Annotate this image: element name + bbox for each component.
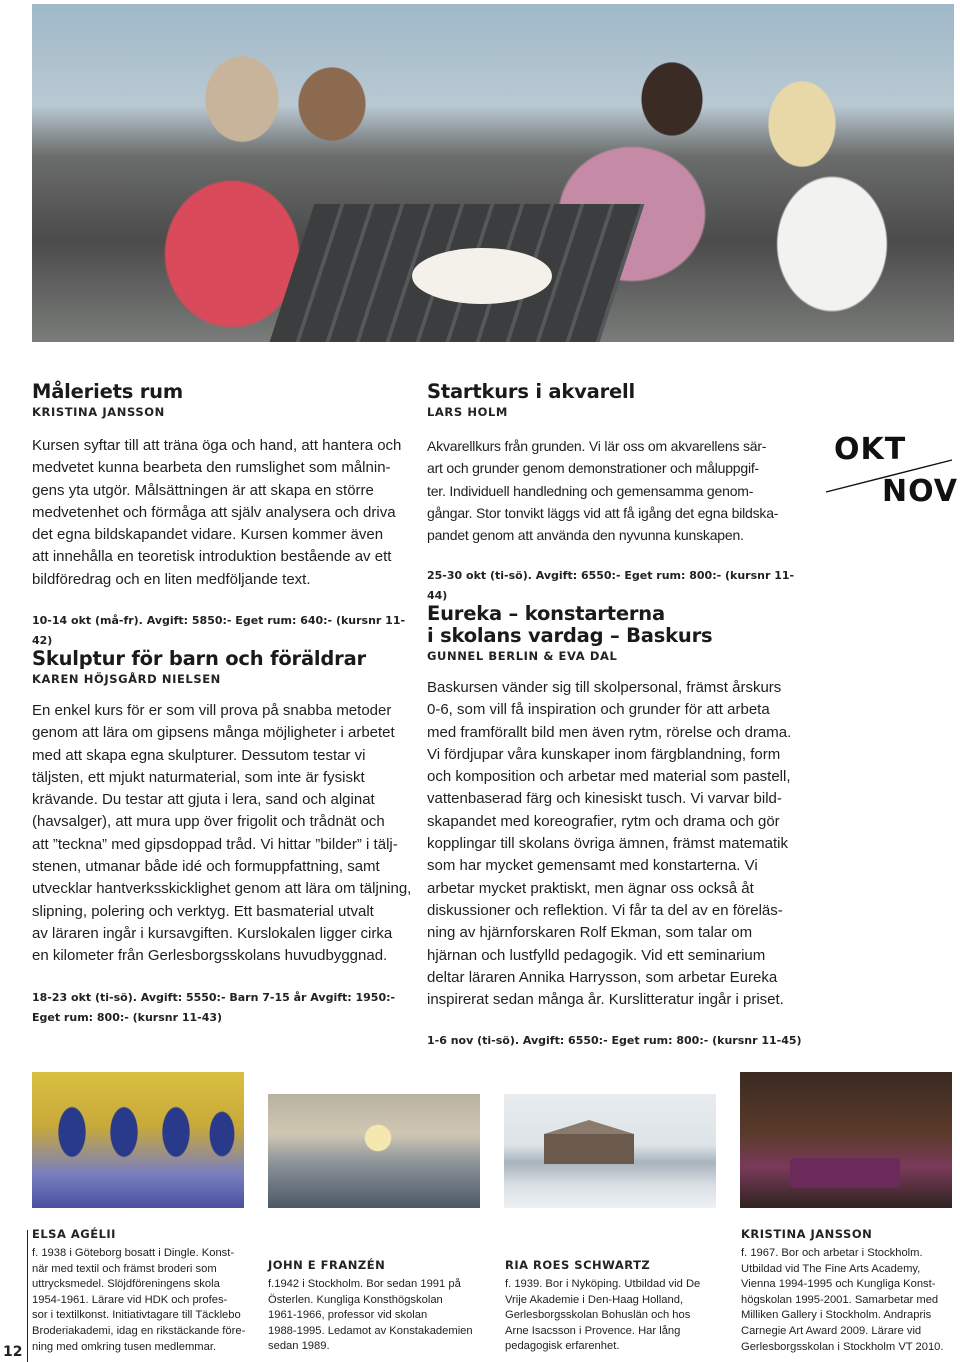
text-line: (havsalger), att mura upp över frigolit och trådnät och xyxy=(32,813,385,831)
text-line: Kursen syftar till att träna öga och hand, att hantera och xyxy=(32,437,402,454)
text-line: som har mycket gemensamt med konstarterna. Vi xyxy=(427,857,758,875)
text-line: skapandet med koreografier, rytm och drama och gör xyxy=(427,812,780,830)
text-line: Gerlesborgsskolan Bohuslän och hos xyxy=(505,1309,691,1322)
artwork-desk-shape xyxy=(790,1158,900,1188)
course-meta: 1-6 nov (ti-sö). Avgift: 6550:- Eget rum: 800:- (kursnr 11-45) xyxy=(427,1034,802,1048)
course-description xyxy=(32,700,412,968)
bio-elsa-agelii xyxy=(32,1227,252,1355)
text-line: hjärnan och lustfylld pedagogik. Vid ett seminarium xyxy=(427,946,766,964)
course-author: LARS HOLM xyxy=(427,405,508,419)
text-line: f. 1967. Bor och arbetar i Stockholm. xyxy=(741,1247,923,1259)
text-line: Vi fördjupar våra kunskaper inom färgblandning, form xyxy=(427,745,781,763)
course-meta: 18-23 okt (ti-sö). Avgift: 5550:- Barn 7-15 år Avgift: 1950:- xyxy=(32,990,396,1004)
text-line: Gerlesborgsskolan i Stockholm VT 2010. xyxy=(741,1340,944,1353)
text-line: med framförallt bild men även rytm, rörelse och drama. xyxy=(427,723,792,741)
text-line: art och grunder genom demonstrationer och måluppgif- xyxy=(427,460,760,477)
text-line: ter. Individuell handledning och gemensamma genom- xyxy=(427,482,754,499)
bio-kristina-jansson xyxy=(741,1227,959,1355)
artwork-roof-shape xyxy=(544,1120,634,1134)
course-description xyxy=(32,435,412,591)
text-line: 0-6, som vill få inspiration och grunder för att arbeta xyxy=(427,701,770,719)
bio-text xyxy=(505,1277,730,1355)
text-line: Vienna 1994-1995 och Kungliga Konst- xyxy=(741,1278,936,1291)
text-line: diskussioner och reflektion. Vi får ta del av en föreläs- xyxy=(427,901,783,919)
course-author: KRISTINA JANSSON xyxy=(32,405,165,419)
text-line: pandet genom att använda den nyvunna kunskapen. xyxy=(427,527,744,544)
text-line: av läraren ingår i kursavgiften. Kurslokalen ligger cirka xyxy=(32,924,393,942)
text-line: Vrije Akademie i Den-Haag Holland, xyxy=(505,1293,684,1306)
course-maleriets-rum xyxy=(32,381,412,651)
text-line: gångar. Stor tonvikt läggs vid att få igång det egna bildska- xyxy=(427,504,779,521)
course-eureka xyxy=(427,603,807,1051)
artwork-image-3 xyxy=(504,1094,716,1208)
text-line: en kilometer från Gerlesborgsskolans huvudbyggnad. xyxy=(32,947,388,965)
text-line: när med textil och främst broderi som xyxy=(32,1262,217,1275)
course-meta: 10-14 okt (må-fr). Avgift: 5850:- Eget rum: 640:- (kursnr 11-42) xyxy=(32,614,406,648)
text-line: stenen, utmanar både idé och formuppfattning, samt xyxy=(32,858,380,876)
course-description xyxy=(427,435,807,546)
bio-name: JOHN E FRANZÉN xyxy=(268,1258,386,1272)
text-line: f. 1939. Bor i Nyköping. Utbildad vid De xyxy=(505,1278,701,1290)
text-line: Österlen. Kungliga Konsthögskolan xyxy=(268,1293,443,1306)
text-line: med att skapa egna skulpturer. Dessutom testar vi xyxy=(32,746,366,764)
bio-name: ELSA AGÉLII xyxy=(32,1227,116,1241)
text-line: medvetenhet och förmåga att själv analysera och driva xyxy=(32,503,396,521)
bio-name: RIA ROES SCHWARTZ xyxy=(505,1258,651,1272)
text-line: täljsten, ett mjukt naturmaterial, som inte är fysiskt xyxy=(32,768,365,786)
bio-text xyxy=(268,1277,493,1355)
artwork-image-4 xyxy=(740,1072,952,1208)
text-line: krävande. Du testar att gjuta i lera, sand och alginat xyxy=(32,791,375,809)
photo-plate-shape xyxy=(412,248,552,304)
course-title: Startkurs i akvarell xyxy=(427,380,636,403)
month-nov: NOV xyxy=(882,474,959,509)
text-line: Arne Isacsson i Provence. Har lång xyxy=(505,1324,681,1337)
course-meta: 25-30 okt (ti-sö). Avgift: 6550:- Eget rum: 800:- (kursnr 11-44) xyxy=(427,569,795,603)
course-title: Eureka – konstarterna xyxy=(427,602,665,625)
top-photo xyxy=(32,4,954,342)
page-number: 12 xyxy=(3,1344,23,1360)
text-line: uttrycksmedel. Slöjdföreningens skola xyxy=(32,1278,220,1291)
artwork-house-shape xyxy=(544,1134,634,1164)
text-line: kopplingar till skolans övriga ämnen, främst matematik xyxy=(427,835,788,853)
text-line: bildföredrag och en liten medföljande text. xyxy=(32,570,311,588)
text-line: 1954-1961. Lärare vid HDK och profes- xyxy=(32,1293,228,1306)
text-line: gens yta utgör. Målsättningen är att skapa en större xyxy=(32,481,374,499)
page-number-rule xyxy=(27,1230,28,1362)
course-author: KAREN HÖJSGÅRD NIELSEN xyxy=(32,672,221,686)
text-line: Utbildad vid The Fine Arts Academy, xyxy=(741,1262,921,1275)
text-line: att innehålla en teoretisk introduktion bestående av ett xyxy=(32,548,392,566)
bio-ria-roes-schwartz xyxy=(505,1258,730,1355)
course-author: GUNNEL BERLIN & EVA DAL xyxy=(427,649,618,663)
text-line: inspirerat sedan många år. Kurslitteratur ingår i priset. xyxy=(427,991,784,1009)
text-line: det egna bildskapandet vidare. Kursen kommer även xyxy=(32,526,384,544)
artwork-image-2 xyxy=(268,1094,480,1208)
text-line: slipning, polering och verktyg. Ett basmaterial utvalt xyxy=(32,902,374,920)
course-title: Måleriets rum xyxy=(32,380,183,403)
bio-text xyxy=(741,1246,959,1355)
text-line: Broderiakademi, idag en rikstäckande före- xyxy=(32,1324,246,1337)
text-line: Carnegie Art Award 2009. Lärare vid xyxy=(741,1324,922,1337)
text-line: Baskursen vänder sig till skolpersonal, främst årskurs xyxy=(427,679,782,696)
text-line: sedan 1989. xyxy=(268,1340,330,1353)
text-line: Akvarellkurs från grunden. Vi lär oss om akvarellens sär- xyxy=(427,438,767,454)
text-line: att ”teckna” med gipsdoppad tråd. Vi hittar ”bilder” i tälj- xyxy=(32,835,398,853)
text-line: Milliken Gallery i Stockholm. Andrapris xyxy=(741,1309,932,1322)
text-line: 1961-1966, professor vid skolan xyxy=(268,1309,428,1322)
text-line: arbetar mycket praktiskt, men ägnar oss också åt xyxy=(427,879,754,897)
text-line: genom att lära om gipsens många möjligheter i arbetet xyxy=(32,724,395,742)
course-startkurs-akvarell xyxy=(427,381,807,606)
text-line: ning med omkring tusen medlemmar. xyxy=(32,1340,217,1353)
text-line: utvecklar hantverksskicklighet genom att lära om täljning, xyxy=(32,880,412,898)
text-line: högskolan 1995-2001. Samarbetar med xyxy=(741,1293,939,1306)
bio-name: KRISTINA JANSSON xyxy=(741,1227,873,1241)
artwork-image-1 xyxy=(32,1072,244,1208)
bio-john-franzen xyxy=(268,1258,493,1355)
text-line: f.1942 i Stockholm. Bor sedan 1991 på xyxy=(268,1278,461,1290)
text-line: En enkel kurs för er som vill prova på snabba metoder xyxy=(32,702,392,719)
text-line: 1988-1995. Ledamot av Konstakademien xyxy=(268,1324,473,1337)
text-line: deltar läraren Annika Harrysson, som arbetar Eureka xyxy=(427,968,778,986)
course-title: Skulptur för barn och föräldrar xyxy=(32,647,366,670)
course-title: i skolans vardag – Baskurs xyxy=(427,624,713,647)
course-meta: Eget rum: 800:- (kursnr 11-43) xyxy=(32,1010,223,1024)
text-line: pedagogisk erfarenhet. xyxy=(505,1340,620,1353)
course-description xyxy=(427,677,807,1011)
text-line: sor i textilkonst. Initiativtagare till Täcklebo xyxy=(32,1309,241,1322)
text-line: vattenbaserad färg och kinesiskt tusch. Vi varvar bild- xyxy=(427,790,782,808)
month-okt: OKT xyxy=(834,432,907,467)
text-line: ning av hjärnforskaren Rolf Ekman, som talar om xyxy=(427,924,753,942)
text-line: f. 1938 i Göteborg bosatt i Dingle. Konst- xyxy=(32,1247,235,1259)
bio-text xyxy=(32,1246,252,1355)
course-skulptur xyxy=(32,648,412,1028)
text-line: och komposition och arbetar med material som pastell, xyxy=(427,768,791,786)
text-line: medvetet kunna bearbeta den rumslighet som målnin- xyxy=(32,459,391,477)
month-divider-line xyxy=(824,458,954,494)
